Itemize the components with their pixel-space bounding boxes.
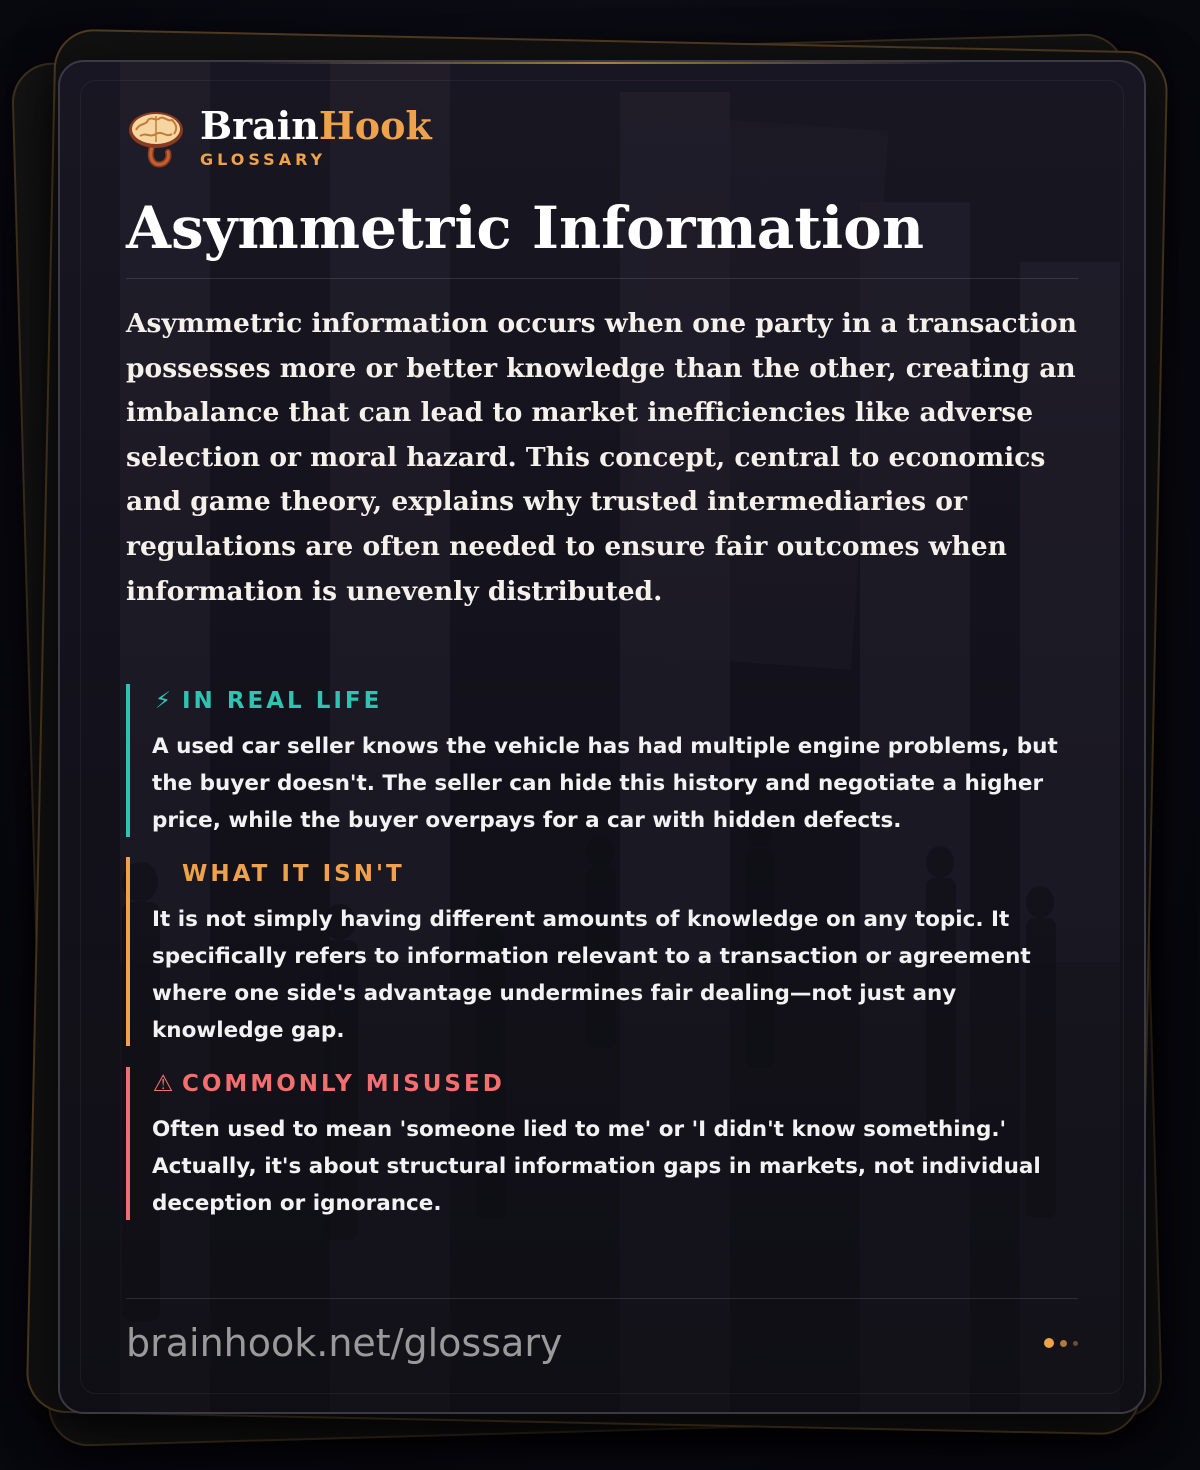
term-definition: Asymmetric information occurs when one party in a transaction possesses more or better knowledge than the other, creating an imbalance that can lead to market inefficiencies like adverse selection or moral hazard. This concept, central to economics and game theory, explains why trusted intermediaries or regulations are often needed to ensure fair outcomes when information is unevenly distributed. [126,308,1077,607]
page-dot [1073,1341,1078,1346]
section-body: Often used to mean 'someone lied to me' or 'I didn't know something.' Actually, it's about structural information gaps in markets, not individual deception or ignorance. [152,1117,1041,1216]
section-heading-label: COMMONLY MISUSED [182,1071,505,1097]
title-divider [126,278,1078,279]
brand-header [126,103,432,169]
section-real-life [126,684,1078,837]
glossary-card [58,60,1146,1414]
brain-hook-icon [126,108,186,168]
section-heading-label: WHAT IT ISN'T [182,861,405,887]
section-accent-bar [126,684,130,837]
section-heading [152,1069,1078,1099]
footer-divider [126,1298,1078,1299]
section-body: A used car seller knows the vehicle has had multiple engine problems, but the buyer doesn't. The seller can hide this history and negotiate a higher price, while the buyer overpays for a car with hidden defects. [152,734,1058,833]
section-what-it-isnt [126,857,1078,1046]
brand-subtitle: GLOSSARY [200,150,327,169]
warning-icon: ⚠ [152,1071,174,1097]
term-title: Asymmetric Information [126,194,925,262]
page-dots [1038,1338,1078,1348]
section-heading-label: IN REAL LIFE [182,688,383,714]
section-accent-bar [126,857,130,1046]
page-dot [1044,1338,1054,1348]
brand-name-part1: Brain [200,103,319,148]
lightning-icon: ⚡ [154,688,172,714]
brand-name [200,103,432,148]
section-heading [152,686,1078,716]
top-accent-line [240,62,964,64]
brand-text [200,103,432,169]
brand-name-part2: Hook [318,103,432,148]
section-heading [152,859,1078,889]
section-accent-bar [126,1067,130,1220]
section-commonly-misused [126,1067,1078,1220]
footer-url[interactable]: brainhook.net/glossary [126,1321,563,1365]
page-dot [1060,1340,1067,1347]
section-body: It is not simply having different amounts of knowledge on any topic. It specifically refers to information relevant to a transaction or agreement where one side's advantage undermines fair dealing—not just any knowledge gap. [152,907,1031,1043]
